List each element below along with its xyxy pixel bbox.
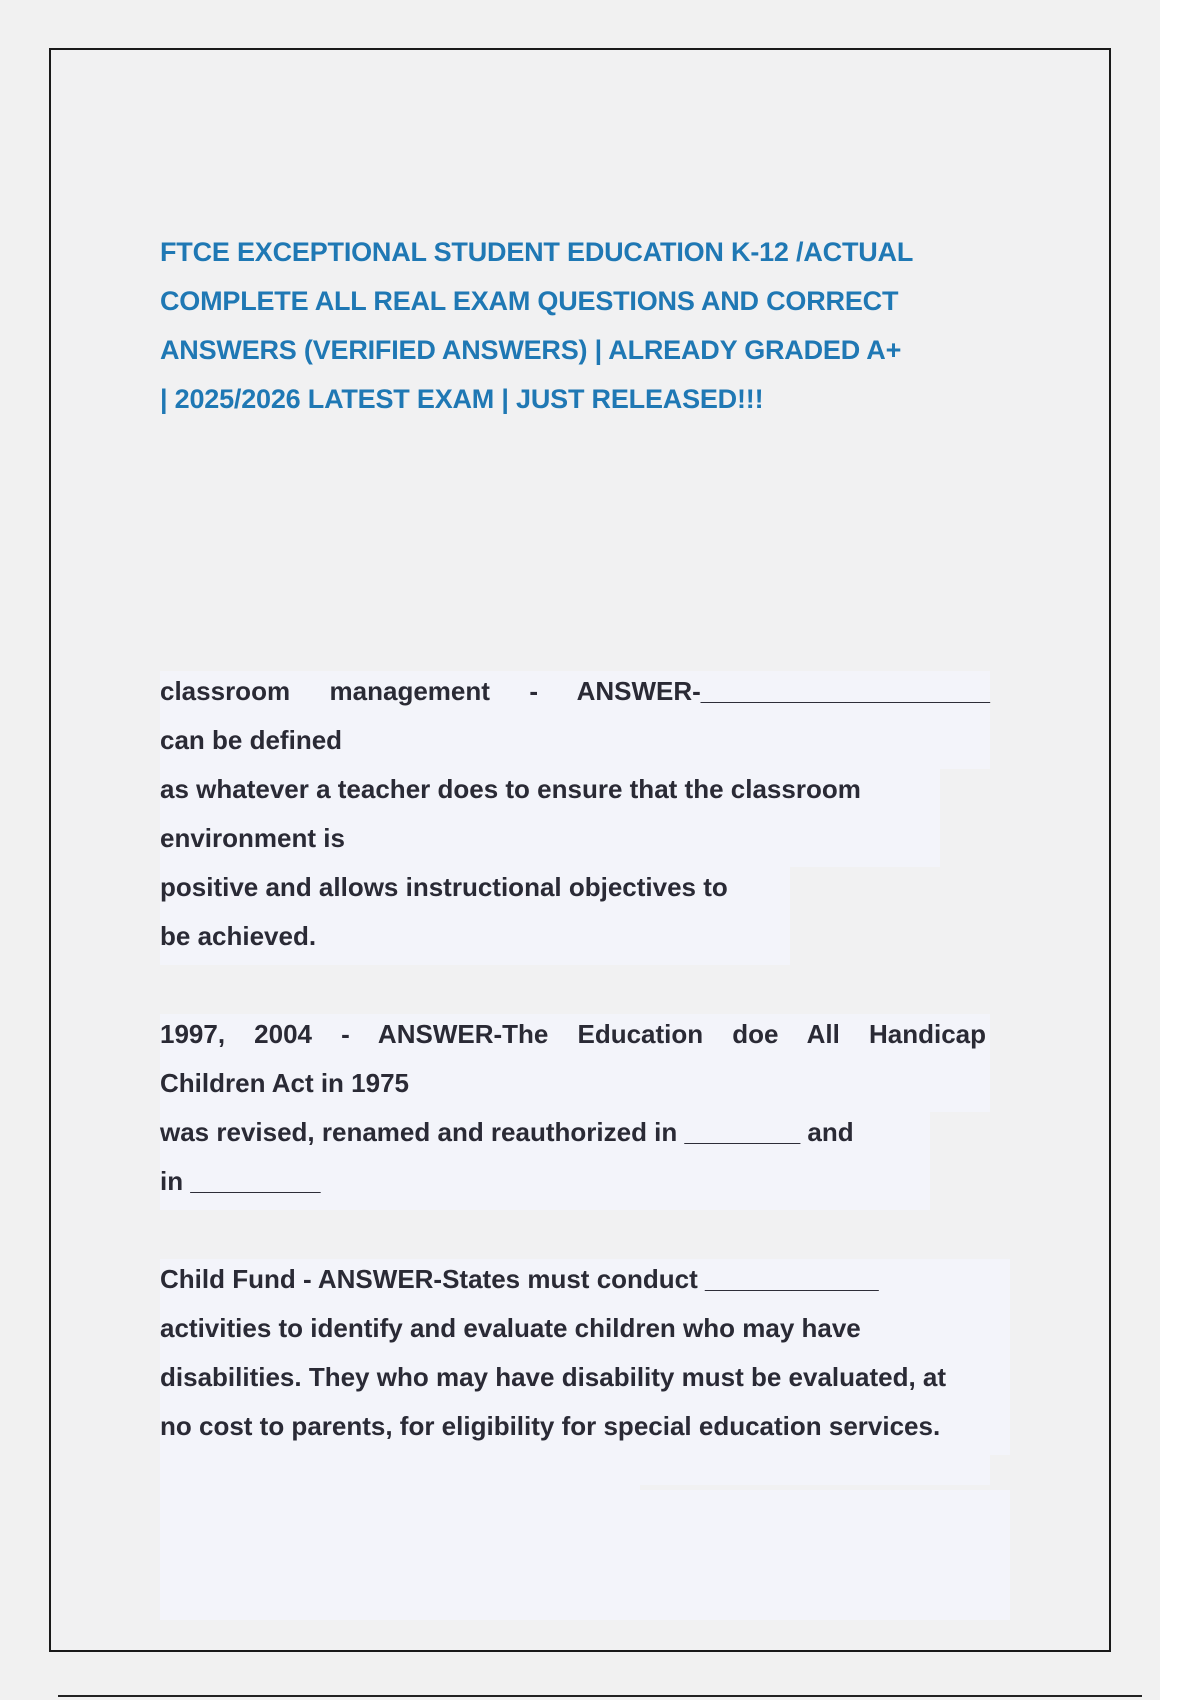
qa-question-line: classroom management - ANSWER-____________________ (160, 676, 990, 706)
qa-item-1997-2004 (160, 1010, 1010, 1206)
qa-question-line: 1997, 2004 - ANSWER-The Education doe All Handicap (160, 1019, 986, 1049)
qa-item-classroom-management (160, 667, 1010, 961)
title-line: COMPLETE ALL REAL EXAM QUESTIONS AND CORRECT (160, 286, 899, 316)
qa-text-line: no cost to parents, for eligibility for special education services. (160, 1411, 941, 1441)
qa-text-line: Children Act in 1975 (160, 1068, 409, 1098)
qa-text-line: environment is (160, 823, 345, 853)
title-line: FTCE EXCEPTIONAL STUDENT EDUCATION K-12 /ACTUAL (160, 237, 914, 267)
qa-text-line: can be defined (160, 725, 343, 755)
page-divider (58, 1695, 1142, 1697)
document-title (160, 228, 1020, 424)
redacted-band (160, 1490, 1010, 1620)
qa-text-line: was revised, renamed and reauthorized in ________ and (160, 1117, 854, 1147)
qa-question-line: Child Fund - ANSWER-States must conduct ____________ (160, 1264, 879, 1294)
qa-text-line: in _________ (160, 1166, 321, 1196)
qa-text-line: activities to identify and evaluate children who may have (160, 1313, 861, 1343)
qa-text-line: as whatever a teacher does to ensure that the classroom (160, 774, 861, 804)
qa-text-line: disabilities. They who may have disability must be evaluated, at (160, 1362, 947, 1392)
title-line: ANSWERS (VERIFIED ANSWERS) | ALREADY GRADED A+ (160, 335, 902, 365)
qa-text-line: be achieved. (160, 921, 317, 951)
qa-item-child-fund (160, 1255, 1010, 1451)
title-line: | 2025/2026 LATEST EXAM | JUST RELEASED!!! (160, 384, 764, 414)
qa-text-line: positive and allows instructional objectives to (160, 872, 728, 902)
document-page (49, 48, 1111, 1652)
viewer-margin (1160, 0, 1200, 1700)
